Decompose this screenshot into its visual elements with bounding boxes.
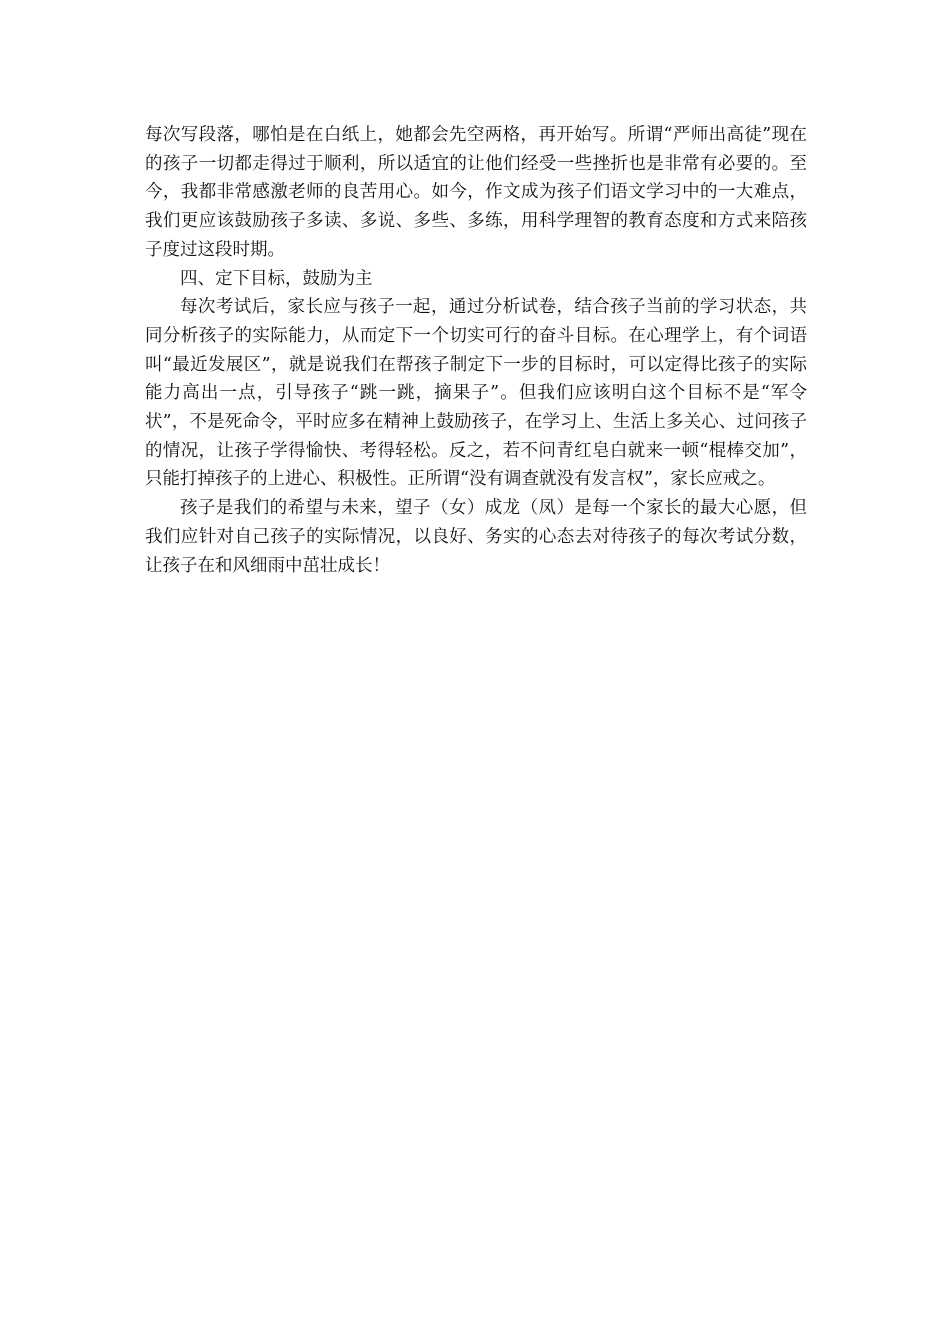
section-heading: 四、定下目标，鼓励为主 — [180, 268, 373, 289]
paragraph-conclusion: 孩子是我们的希望与未来，望子（女）成龙（凤）是每一个家长的最大心愿，但我们应针对自己孩子的实际情况，以良好、务实的心态去对待孩子的每次考试分数，让孩子在和风细雨中茁壮成长！ — [145, 498, 807, 576]
document-body — [145, 121, 807, 580]
paragraph-continuation: 每次写段落，哪怕是在白纸上，她都会先空两格，再开始写。所谓“严师出高徒”现在的孩子一切都走得过于顺利，所以适宜的让他们经受一些挫折也是非常有必要的。至今，我都非常感激老师的良苦用心。如今，作文成为孩子们语文学习中的一大难点，我们更应该鼓励孩子多读、多说、多些、多练，用科学理智的教育态度和方式来陪孩子度过这段时期。 — [145, 125, 807, 260]
paragraph-goals: 每次考试后，家长应与孩子一起，通过分析试卷，结合孩子当前的学习状态，共同分析孩子的实际能力，从而定下一个切实可行的奋斗目标。在心理学上，有个词语叫“最近发展区”，就是说我们在帮孩子制定下一步的目标时，可以定得比孩子的实际能力高出一点，引导孩子“跳一跳，摘果子”。但我们应该明白这个目标不是“军令状”，不是死命令，平时应多在精神上鼓励孩子，在学习上、生活上多关心、过问孩子的情况，让孩子学得愉快、考得轻松。反之，若不问青红皂白就来一顿“棍棒交加”，只能打掉孩子的上进心、积极性。正所谓“没有调查就没有发言权”，家长应戒之。 — [145, 297, 807, 490]
